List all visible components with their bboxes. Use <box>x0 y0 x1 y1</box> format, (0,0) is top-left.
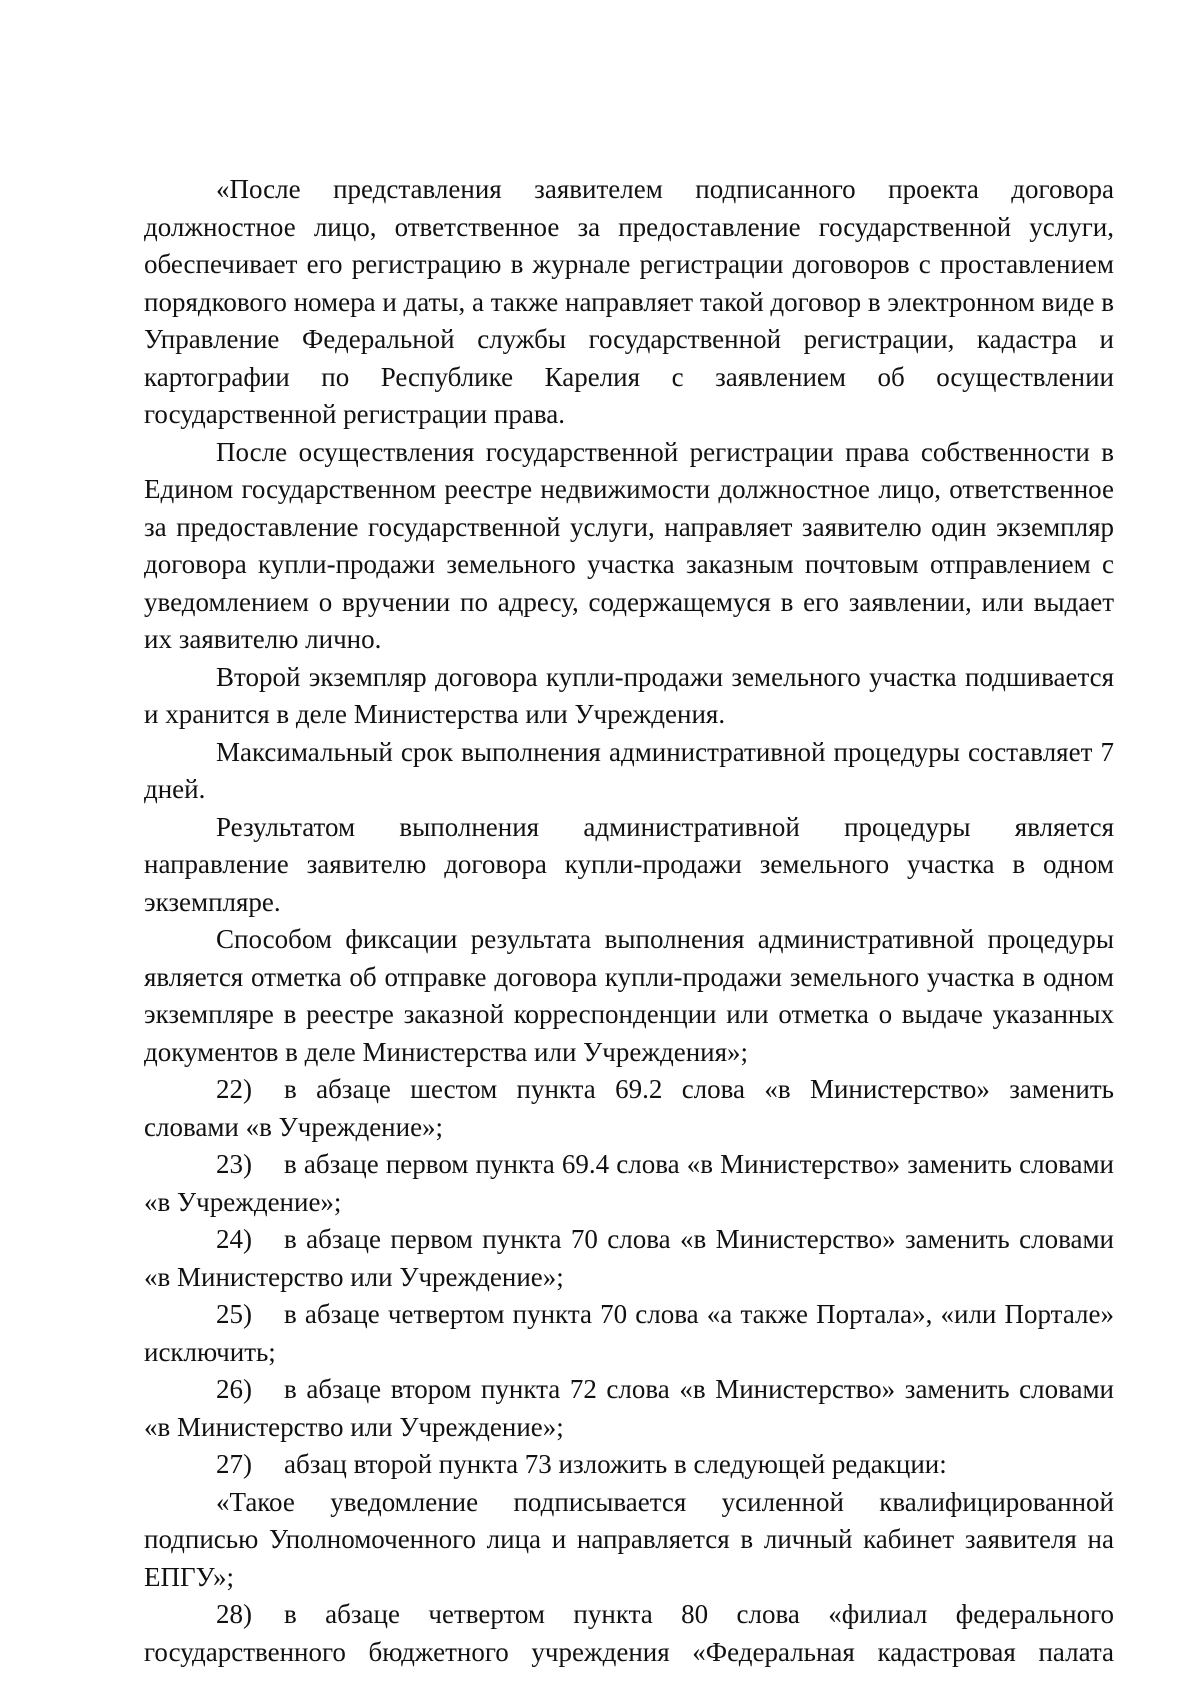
list-item-number: 23) <box>216 1149 252 1179</box>
list-item <box>144 1221 1114 1296</box>
list-item-text: абзац второй пункта 73 изложить в следующей редакции: <box>284 1449 947 1479</box>
paragraph-text: Второй экземпляр договора купли-продажи земельного участка подшивается и хранится в деле Министерства или Учреждения. <box>144 661 1114 729</box>
list-item-number: 26) <box>216 1374 252 1404</box>
paragraph <box>144 809 1114 922</box>
list-item-text: в абзаце шестом пункта 69.2 слова «в Министерство» заменить словами «в Учреждение»; <box>144 1074 1114 1142</box>
paragraph-text: Способом фиксации результата выполнения административной процедуры является отметка об отправке договора купли-продажи земельного участка в одном экземпляре в реестре заказной корреспонденции или отметка о выдаче указанных документов в деле Министерства или Учреждения»; <box>144 924 1114 1067</box>
list-item-number: 22) <box>216 1074 252 1104</box>
paragraph-text: Результатом выполнения административной процедуры является направление заявителю договора купли-продажи земельного участка в одном экземпляре. <box>144 811 1114 917</box>
list-item <box>144 1146 1114 1221</box>
list-item <box>144 1296 1114 1371</box>
paragraph-text: Максимальный срок выполнения административной процедуры составляет 7 дней. <box>144 736 1114 804</box>
list-item-text: в абзаце втором пункта 72 слова «в Министерство» заменить словами «в Министерство или Учреждение»; <box>144 1374 1114 1442</box>
list-item <box>144 1596 1114 1671</box>
paragraph-text: «После представления заявителем подписанного проекта договора должностное лицо, ответственное за предоставление государственной услуги, обеспечивает его регистрацию в журнале регистрации договоров с проставлением порядкового номера и даты, а также направляет такой договор в электронном виде в Управление Федеральной службы государственной регистрации, кадастра и картографии по Республике Карелия с заявлением об осуществлении государственной регистрации права. <box>144 174 1114 429</box>
list-item <box>144 1071 1114 1146</box>
list-item-number: 27) <box>216 1449 252 1479</box>
list-item-text: в абзаце первом пункта 69.4 слова «в Министерство» заменить словами «в Учреждение»; <box>144 1149 1114 1217</box>
list-item-number: 24) <box>216 1224 252 1254</box>
list-item-number: 25) <box>216 1299 252 1329</box>
paragraph <box>144 434 1114 659</box>
list-item-text: в абзаце четвертом пункта 80 слова «филиал федерального государственного бюджетного учреждения «Федеральная кадастровая палата <box>144 1599 1114 1667</box>
paragraph-text: «Такое уведомление подписывается усиленной квалифицированной подписью Уполномоченного лица и направляется в личный кабинет заявителя на ЕПГУ»; <box>144 1486 1114 1592</box>
paragraph <box>144 921 1114 1071</box>
paragraph <box>144 659 1114 734</box>
paragraph-text: После осуществления государственной регистрации права собственности в Едином государственном реестре недвижимости должностное лицо, ответственное за предоставление государственной услуги, направляет заявителю один экземпляр договора купли-продажи земельного участка заказным почтовым отправлением с уведомлением о вручении по адресу, содержащемуся в его заявлении, или выдает их заявителю лично. <box>144 436 1114 654</box>
list-item-text: в абзаце четвертом пункта 70 слова «а также Портала», «или Портале» исключить; <box>144 1299 1114 1367</box>
list-item-text: в абзаце первом пункта 70 слова «в Министерство» заменить словами «в Министерство или Учреждение»; <box>144 1224 1114 1292</box>
list-item <box>144 1446 1114 1484</box>
document-body <box>144 171 1114 1671</box>
list-item-number: 28) <box>216 1599 252 1629</box>
paragraph <box>144 171 1114 434</box>
paragraph <box>144 734 1114 809</box>
list-item <box>144 1371 1114 1446</box>
paragraph <box>144 1484 1114 1597</box>
